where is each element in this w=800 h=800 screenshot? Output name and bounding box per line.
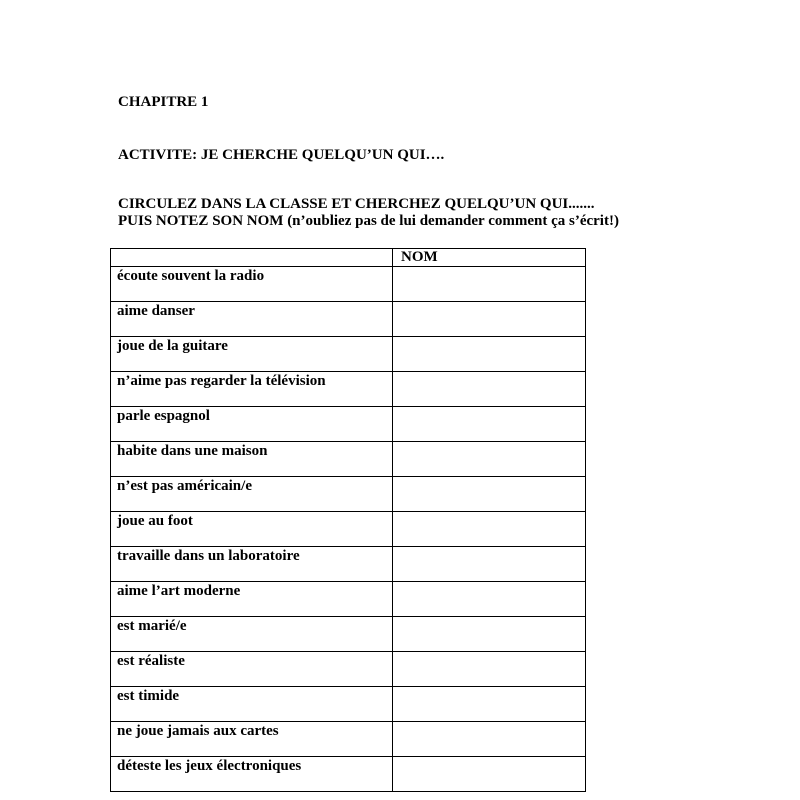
table-row [111, 267, 586, 302]
table-row [111, 302, 586, 337]
activity-cell: joue de la guitare [111, 337, 393, 371]
activity-cell: joue au foot [111, 512, 393, 546]
name-cell[interactable] [393, 547, 586, 581]
activity-cell: travaille dans un laboratoire [111, 547, 393, 581]
table-header-row [111, 249, 586, 267]
table-row [111, 547, 586, 582]
activity-cell: n’aime pas regarder la télévision [111, 372, 393, 406]
activity-cell: est réaliste [111, 652, 393, 686]
activity-table [110, 248, 586, 792]
table-row [111, 687, 586, 722]
activity-cell: aime danser [111, 302, 393, 336]
activity-cell: n’est pas américain/e [111, 477, 393, 511]
instruction-line-1: CIRCULEZ DANS LA CLASSE ET CHERCHEZ QUELQU’UN QUI....... [118, 196, 595, 212]
name-cell[interactable] [393, 512, 586, 546]
table-row [111, 512, 586, 547]
table-row [111, 652, 586, 687]
name-cell[interactable] [393, 442, 586, 476]
table-row [111, 372, 586, 407]
activity-cell: parle espagnol [111, 407, 393, 441]
instruction-line-2: PUIS NOTEZ SON NOM (n’oubliez pas de lui demander comment ça s’écrit!) [118, 213, 619, 229]
activity-cell: déteste les jeux électroniques [111, 757, 393, 791]
name-cell[interactable] [393, 582, 586, 616]
name-cell[interactable] [393, 372, 586, 406]
activity-cell: est timide [111, 687, 393, 721]
table-row [111, 582, 586, 617]
table-row [111, 407, 586, 442]
name-cell[interactable] [393, 337, 586, 371]
activity-cell: habite dans une maison [111, 442, 393, 476]
table-row [111, 442, 586, 477]
name-cell[interactable] [393, 722, 586, 756]
name-cell[interactable] [393, 757, 586, 791]
name-cell[interactable] [393, 652, 586, 686]
name-cell[interactable] [393, 302, 586, 336]
activity-cell: ne joue jamais aux cartes [111, 722, 393, 756]
name-cell[interactable] [393, 687, 586, 721]
header-activity-cell [111, 249, 393, 266]
header-name-cell: NOM [393, 249, 586, 266]
table-row [111, 617, 586, 652]
name-cell[interactable] [393, 407, 586, 441]
table-row [111, 337, 586, 372]
activity-cell: aime l’art moderne [111, 582, 393, 616]
name-cell[interactable] [393, 267, 586, 301]
activity-title: ACTIVITE: JE CHERCHE QUELQU’UN QUI…. [118, 147, 445, 163]
name-cell[interactable] [393, 477, 586, 511]
activity-cell: écoute souvent la radio [111, 267, 393, 301]
table-row [111, 722, 586, 757]
table-row [111, 757, 586, 792]
activity-cell: est marié/e [111, 617, 393, 651]
chapter-heading: CHAPITRE 1 [118, 94, 209, 110]
table-row [111, 477, 586, 512]
name-cell[interactable] [393, 617, 586, 651]
